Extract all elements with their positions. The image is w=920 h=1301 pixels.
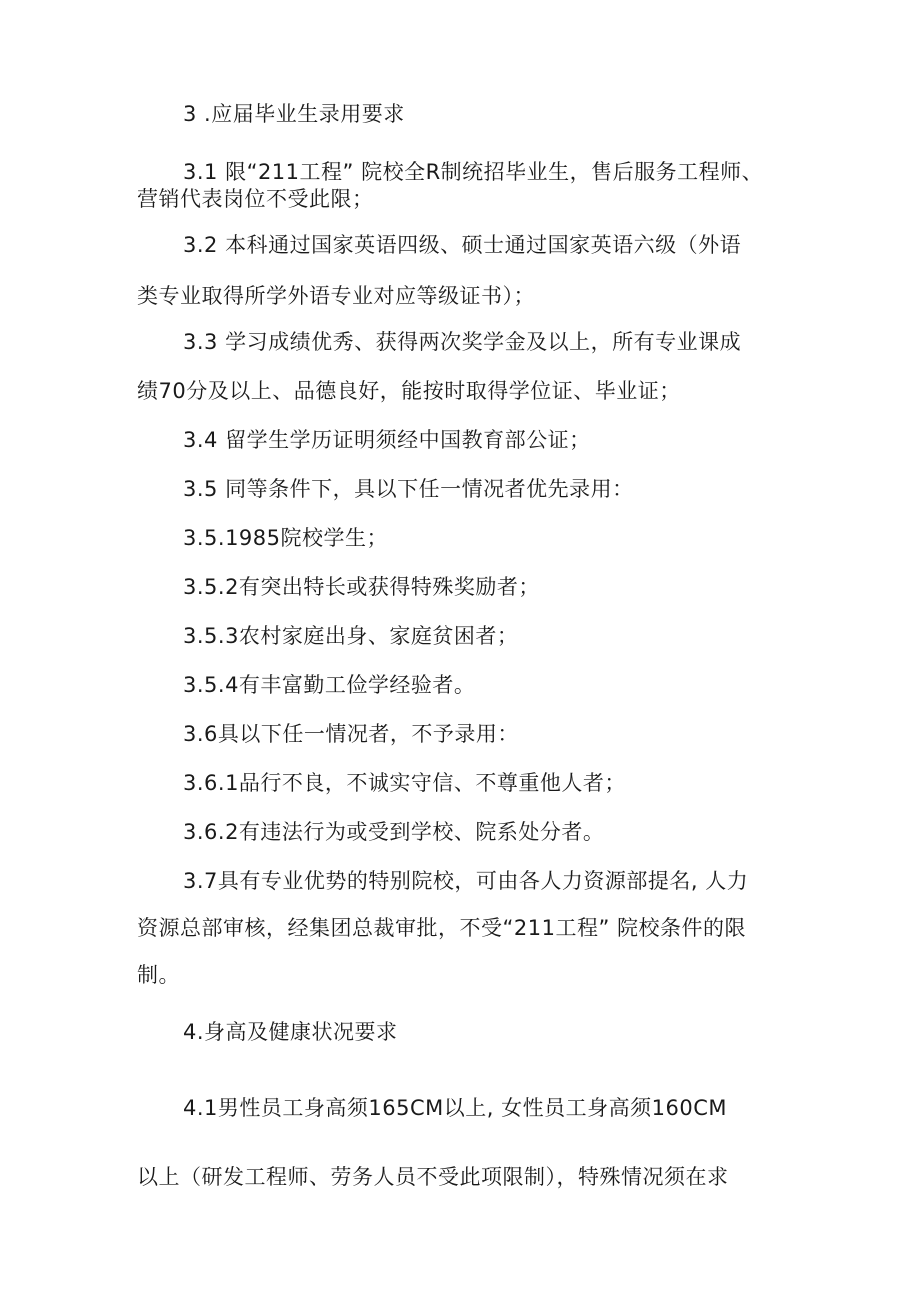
item-3-5-3: 3.5.3农村家庭出身、家庭贫困者； <box>183 624 519 648</box>
paragraph-3-6: 3.6具以下任一情况者，不予录用： <box>183 722 519 746</box>
item-3-6-1: 3.6.1品行不良，不诚实守信、不尊重他人者； <box>183 771 626 795</box>
item-3-6-2: 3.6.2有违法行为或受到学校、院系处分者。 <box>183 820 605 844</box>
paragraph-3-3-line-2: 绩70分及以上、品德良好，能按时取得学位证、毕业证； <box>137 379 681 403</box>
paragraph-3-4: 3.4 留学生学历证明须经中国教育部公证； <box>183 428 591 452</box>
item-3-5-4: 3.5.4有丰富勤工俭学经验者。 <box>183 673 476 697</box>
paragraph-3-7-line-2: 资源总部审核，经集团总裁审批，不受“211工程” 院校条件的限 <box>137 916 747 940</box>
paragraph-3-2-line-2: 类专业取得所学外语专业对应等级证书）； <box>137 284 535 308</box>
paragraph-3-1-line-1: 3.1 限“211工程” 院校全R制统招毕业生，售后服务工程师、 <box>183 160 764 184</box>
section-heading-4: 4.身高及健康状况要求 <box>183 1020 398 1044</box>
item-3-5-2: 3.5.2有突出特长或获得特殊奖励者； <box>183 575 540 599</box>
paragraph-3-7-line-1: 3.7具有专业优势的特别院校，可由各人力资源部提名, 人力 <box>183 869 749 893</box>
paragraph-3-7-line-3: 制。 <box>137 963 180 987</box>
paragraph-3-5: 3.5 同等条件下，具以下任一情况者优先录用： <box>183 477 634 501</box>
item-3-5-1: 3.5.1985院校学生； <box>183 526 389 550</box>
section-heading-3: 3 .应届毕业生录用要求 <box>183 102 405 126</box>
paragraph-3-1-line-2: 营销代表岗位不受此限； <box>137 187 374 211</box>
paragraph-4-1-line-2: 以上（研发工程师、劳务人员不受此项限制），特殊情况须在求 <box>137 1165 729 1189</box>
paragraph-3-2-line-1: 3.2 本科通过国家英语四级、硕士通过国家英语六级（外语 <box>183 233 742 257</box>
paragraph-3-3-line-1: 3.3 学习成绩优秀、获得两次奖学金及以上，所有专业课成 <box>183 330 742 354</box>
paragraph-4-1-line-1: 4.1男性员工身高须165CM以上, 女性员工身高须160CM <box>183 1096 727 1120</box>
